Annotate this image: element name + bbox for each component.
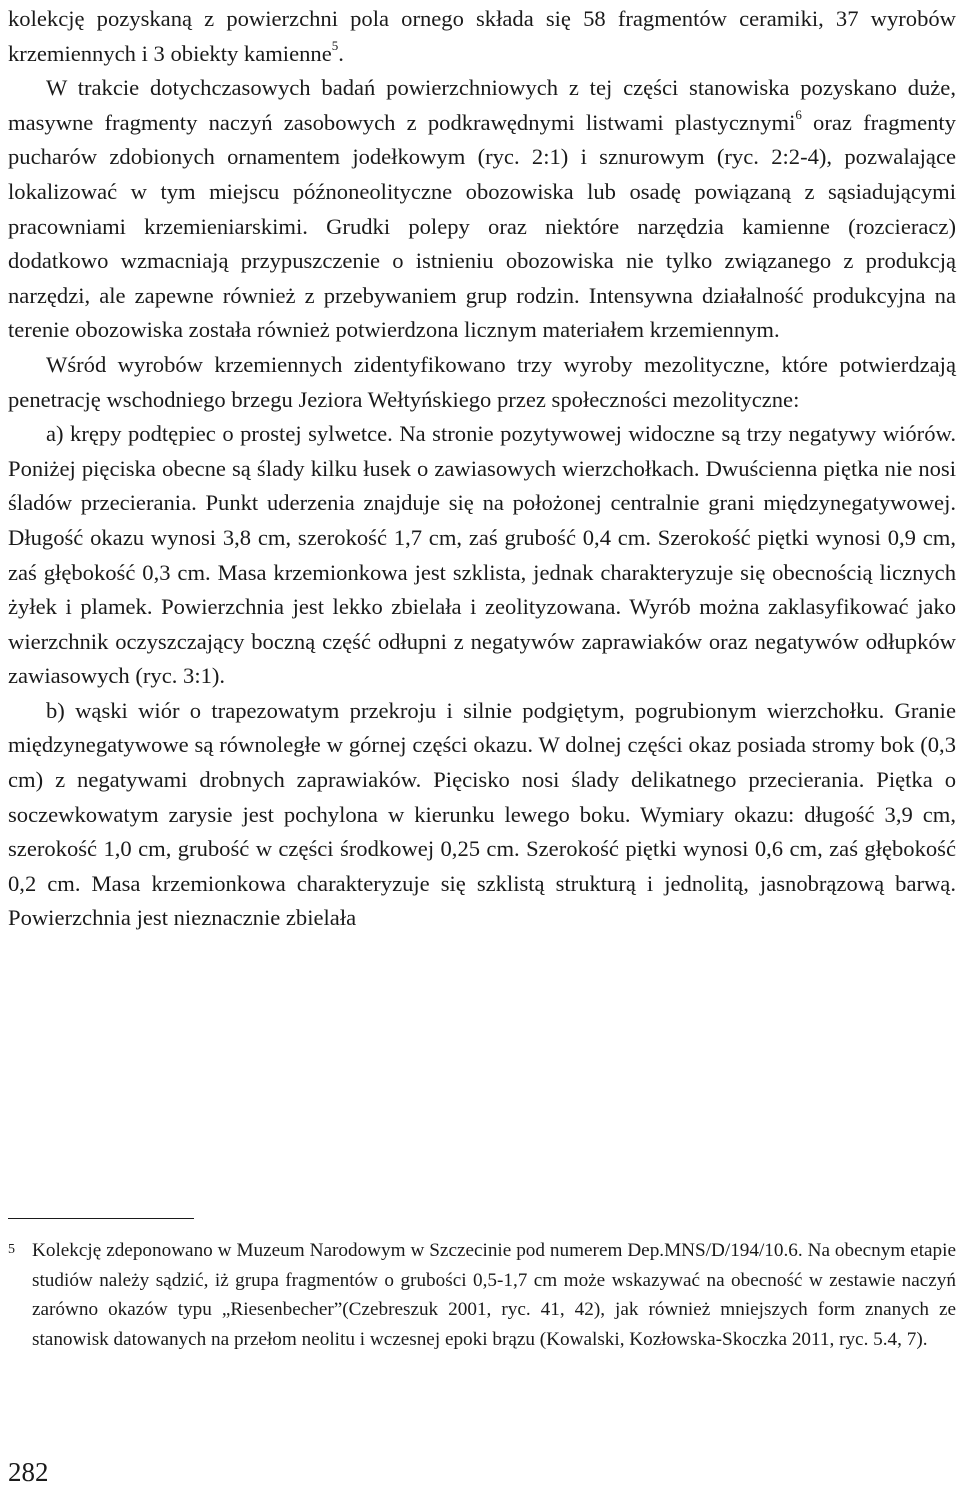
footnote-ref-6[interactable]: 6 [795,107,802,123]
paragraph-item-b: b) wąski wiór o trapezowatym przekroju i silnie podgiętym, pogrubionym wierzchołku. Granie międzynegatywowe są równoległe w górnej części okazu. W dolnej części okaz posiada stromy bok (0,3 cm) z negatywami drobnych zaprawiaków. Pięcisko nosi ślady delikatnego przecierania. Piętka o soczewkowatym zarysie jest pochylona w kierunku lewego boku. Wymiary okazu: długość 3,9 cm, szerokość 1,0 cm, grubość w części środkowej 0,25 cm. Szerokość piętki wynosi 0,6 cm, zaś głębokość 0,2 cm. Masa krzemionkowa charakteryzuje się szklistą strukturą i jednolitą, jasnobrązową barwą. Powierzchnia jest nieznacznie zbielała [8,697,956,931]
paragraph-text: kolekcję pozyskaną z powierzchni pola ornego składa się 58 fragmentów ceramiki, 37 wyrobów krzemiennych i 3 obiekty kamienne [8,6,956,66]
page-number: 282 [8,1457,49,1487]
paragraph-item-a: a) krępy podtępiec o prostej sylwetce. Na stronie pozytywowej widoczne są trzy negatywy wiórów. Poniżej pięciska obecne są ślady kilku łusek o zawiasowych wierzchołkach. Dwuścienna piętka nie nosi śladów przecierania. Punkt uderzenia znajduje się na położonej centralnie grani międzynegatywowej. Długość okazu wynosi 3,8 cm, szerokość 1,7 cm, zaś grubość 0,4 cm. Szerokość piętki wynosi 0,9 cm, zaś głębokość 0,3 cm. Masa krzemionkowa jest szklista, jednak charakteryzuje się obecnością licznych żyłek i plamek. Powierzchnia jest lekko zbielała i zeolityzowana. Wyrób można zaklasyfikować jako wierzchnik oczyszczający boczną część odłupni z negatywów zaprawiaków oraz negatywów odłupków zawiasowych (ryc. 3:1). [8,421,956,689]
paragraph-text: oraz fragmenty pucharów zdobionych ornamentem jodełkowym (ryc. 2:1) i sznurowym (ryc. 2:2-4), pozwalające lokalizować w tym miejscu późnoneolityczne obozowiska lub osadę powiązaną z sąsiadującymi pracowniami krzemieniarskimi. Grudki polepy oraz niektóre narzędzia kamienne (rozcieracz) dodatkowo wzmacniają przypuszczenie o istnieniu obozowiska nie tylko związanego z produkcją narzędzi, ale zapewne również z przebywaniem grup rodzin. Intensywna działalność produkcyjna na terenie obozowiska została również potwierdzona licznym materiałem krzemiennym. [8,109,956,343]
footnote-5 [8,1236,956,1354]
paragraph-text: W trakcie dotychczasowych badań powierzchniowych z tej części stanowiska pozyskano duże, masywne fragmenty naczyń zasobowych z podkrawędnymi listwami plastycznymi [8,75,956,135]
paragraph [8,2,956,71]
footnote-number: 5 [8,1242,15,1257]
footnotes [8,1236,956,1354]
footnote-separator [8,1218,194,1219]
paragraph [8,71,956,348]
main-text [8,2,956,936]
footnote-ref-5[interactable]: 5 [331,38,339,54]
paragraph: Wśród wyrobów krzemiennych zidentyfikowano trzy wyroby mezolityczne, które potwierdzają penetrację wschodniego brzegu Jeziora Wełtyńskiego przez społeczności mezolityczne: [8,351,956,412]
paragraph-text: . [338,40,344,66]
footnote-text: Kolekcję zdeponowano w Muzeum Narodowym w Szczecinie pod numerem Dep.MNS/D/194/10.6. Na obecnym etapie studiów należy sądzić, iż grupa fragmentów o grubości 0,5-1,7 cm może wskazywać na obecność w zestawie naczyń zarówno okazów typu „Riesenbecher”(Czebreszuk 2001, ryc. 41, 42), jak również mniejszych form znanych ze stanowisk datowanych na przełom neolitu i wczesnej epoki brązu (Kowalski, Kozłowska-Skoczka 2011, ryc. 5.4, 7). [32,1240,956,1350]
